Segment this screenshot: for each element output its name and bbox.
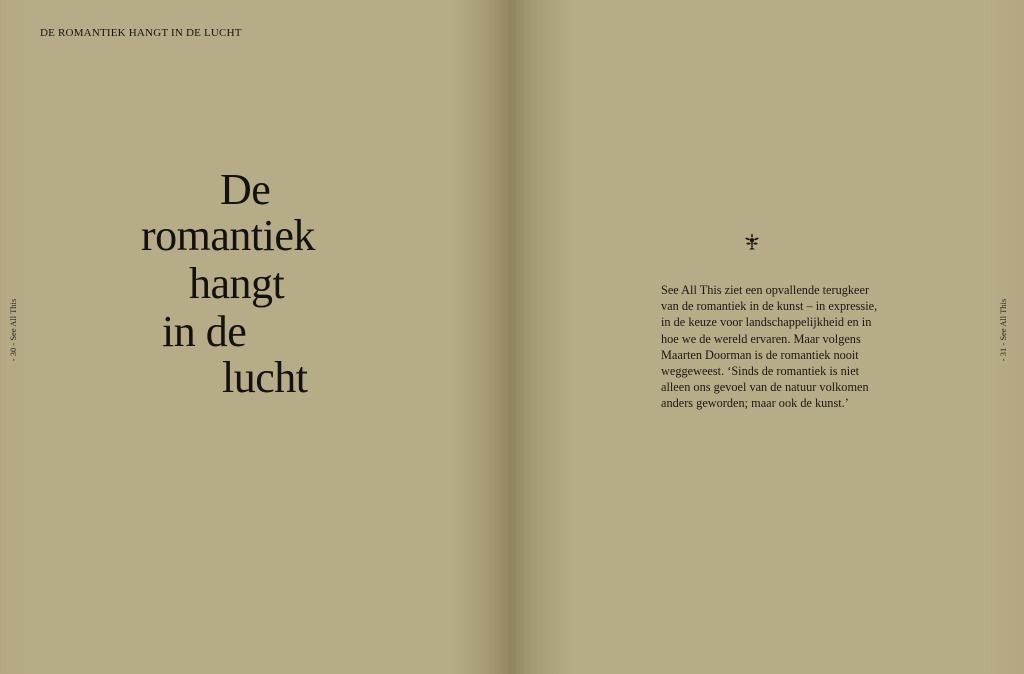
page-number-right: - 31 - See All This — [998, 298, 1009, 362]
page-number-left: - 30 - See All This — [8, 298, 19, 362]
title-line-4: in de — [162, 307, 247, 356]
title-line-1: De — [220, 165, 271, 214]
title-line-5: lucht — [222, 353, 308, 402]
running-head: DE ROMANTIEK HANGT IN DE LUCHT — [40, 27, 242, 39]
intro-paragraph: See All This ziet een opvallende terugkeer van de romantiek in de kunst – in expressie, in de keuze voor landschappelijkheid en in hoe we de wereld ervaren. Maar volgens Maarten Doorman is de romantiek nooit weggeweest. ‘Sinds de romantiek is niet alleen ons gevoel van de natuur volkomen anders geworden; maar ook de kunst.’ — [661, 283, 878, 411]
title-line-2: romantiek — [141, 211, 315, 260]
title-line-3: hangt — [189, 259, 285, 308]
fleuron-icon — [744, 233, 760, 250]
